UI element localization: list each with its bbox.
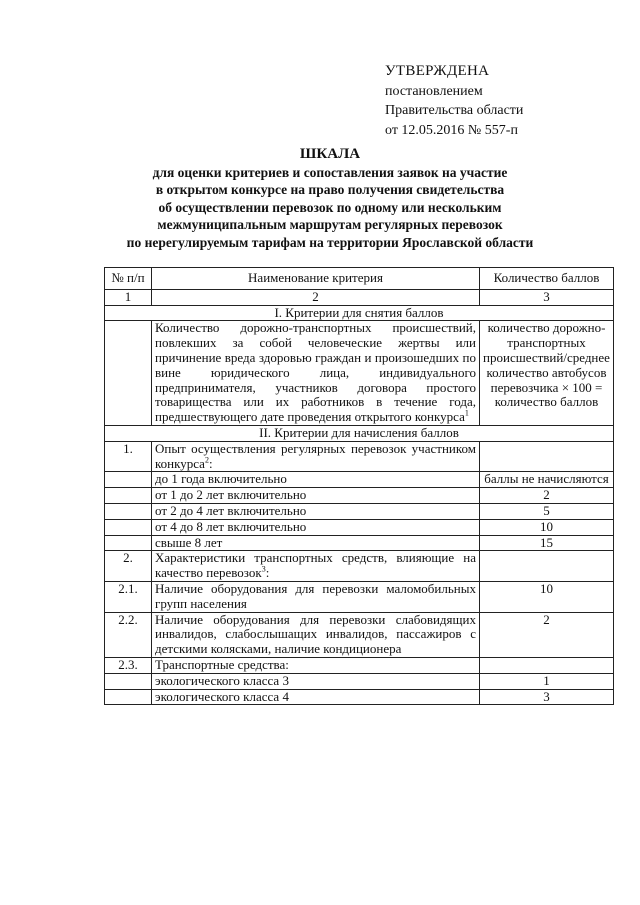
- table-row: [105, 488, 614, 504]
- approval-line-2: постановлением: [385, 83, 483, 99]
- experience-criterion: [152, 441, 480, 472]
- approval-status: УТВЕРЖДЕНА: [385, 63, 490, 79]
- experience-points: 2: [480, 488, 614, 504]
- section-row: [105, 425, 614, 441]
- eco-class-points: 1: [480, 673, 614, 689]
- table-row: [105, 673, 614, 689]
- empty-points: [480, 657, 614, 673]
- row-num-empty: [105, 321, 152, 426]
- empty-points: [480, 441, 614, 472]
- accidents-criterion: [152, 321, 480, 426]
- criterion-points: 10: [480, 581, 614, 612]
- title-line: межмуниципальным маршрутам регулярных перевозок: [157, 217, 503, 232]
- table-header-row: [105, 268, 614, 290]
- experience-option: свыше 8 лет: [152, 535, 480, 551]
- table-row: [105, 535, 614, 551]
- approval-block: [385, 62, 523, 140]
- row-num: 1.: [105, 441, 152, 472]
- row-num-empty: [105, 673, 152, 689]
- table-row: [105, 321, 614, 426]
- vehicles-text: Характеристики транспортных средств, влияющие на качество перевозок: [155, 550, 476, 581]
- table-row: [105, 612, 614, 657]
- document-title: [100, 146, 560, 251]
- title-line: в открытом конкурсе на право получения свидетельства: [155, 182, 505, 197]
- section-2-title: II. Критерии для начисления баллов: [105, 425, 614, 441]
- approval-date: от 12.05.2016 № 557-п: [385, 122, 518, 138]
- experience-option: от 2 до 4 лет включительно: [152, 503, 480, 519]
- row-num: 2.2.: [105, 612, 152, 657]
- criterion-text: Наличие оборудования для перевозки слабовидящих инвалидов, слабослышащих инвалидов, пассажиров с детскими колясками, наличие кондиционера: [152, 612, 480, 657]
- col-number-2: 2: [152, 289, 480, 305]
- title-line: для оценки критериев и сопоставления заявок на участие: [152, 164, 508, 180]
- accidents-points: количество дорожно-транспортных происшествий/среднее количество автобусов перевозчика × 100 = количество баллов: [480, 321, 614, 426]
- experience-points: баллы не начисляются: [480, 472, 614, 488]
- col-number-3: 3: [480, 289, 614, 305]
- footnote-1: 1: [464, 408, 469, 418]
- experience-points: 10: [480, 519, 614, 535]
- table-row: [105, 581, 614, 612]
- criterion-text: Транспортные средства:: [152, 657, 480, 673]
- vehicles-criterion: [152, 551, 480, 582]
- experience-option: от 4 до 8 лет включительно: [152, 519, 480, 535]
- table-row: [105, 689, 614, 705]
- approval-line-3: Правительства области: [385, 103, 524, 118]
- row-num-empty: [105, 488, 152, 504]
- footnote-2: 2: [204, 455, 209, 465]
- experience-points: 15: [480, 535, 614, 551]
- title-line: по нерегулируемым тарифам на территории Ярославской области: [126, 234, 534, 250]
- row-num-empty: [105, 689, 152, 705]
- criterion-points: 2: [480, 612, 614, 657]
- accidents-text: Количество дорожно-транспортных происшествий, повлекших за собой человеческие жертвы или причинение вреда здоровью граждан и произошедших по вине юридического лица, индивидуального предпринимателя, участников договора простого товарищества или их работников в течение года, предшествующего дате проведения открытого конкурса: [155, 320, 476, 425]
- table-row: [105, 472, 614, 488]
- criterion-text: Наличие оборудования для перевозки маломобильных групп населения: [152, 581, 480, 612]
- row-num-empty: [105, 535, 152, 551]
- title-line: об осуществлении перевозок по одному или нескольким: [158, 199, 502, 215]
- eco-class-option: экологического класса 4: [152, 689, 480, 705]
- footnote-3: 3: [261, 564, 266, 574]
- row-num-empty: [105, 519, 152, 535]
- criteria-table: [104, 267, 614, 705]
- experience-text: Опыт осуществления регулярных перевозок участником конкурса: [155, 440, 476, 471]
- table-row: [105, 657, 614, 673]
- title-main: ШКАЛА: [299, 146, 361, 162]
- experience-points: 5: [480, 503, 614, 519]
- eco-class-points: 3: [480, 689, 614, 705]
- table-row: [105, 551, 614, 582]
- header-num: № п/п: [105, 268, 152, 290]
- row-num: 2.3.: [105, 657, 152, 673]
- empty-points: [480, 551, 614, 582]
- vehicles-colon: :: [265, 565, 270, 581]
- eco-class-option: экологического класса 3: [152, 673, 480, 689]
- row-num: 2.: [105, 551, 152, 582]
- table-row: [105, 519, 614, 535]
- section-1-title: I. Критерии для снятия баллов: [105, 305, 614, 321]
- row-num-empty: [105, 472, 152, 488]
- row-num: 2.1.: [105, 581, 152, 612]
- column-numbers-row: [105, 289, 614, 305]
- row-num-empty: [105, 503, 152, 519]
- header-name: Наименование критерия: [152, 268, 480, 290]
- header-points: Количество баллов: [480, 268, 614, 290]
- experience-option: от 1 до 2 лет включительно: [152, 488, 480, 504]
- table-row: [105, 441, 614, 472]
- col-number-1: 1: [105, 289, 152, 305]
- section-row: [105, 305, 614, 321]
- experience-option: до 1 года включительно: [152, 472, 480, 488]
- table-row: [105, 503, 614, 519]
- experience-colon: :: [208, 455, 213, 471]
